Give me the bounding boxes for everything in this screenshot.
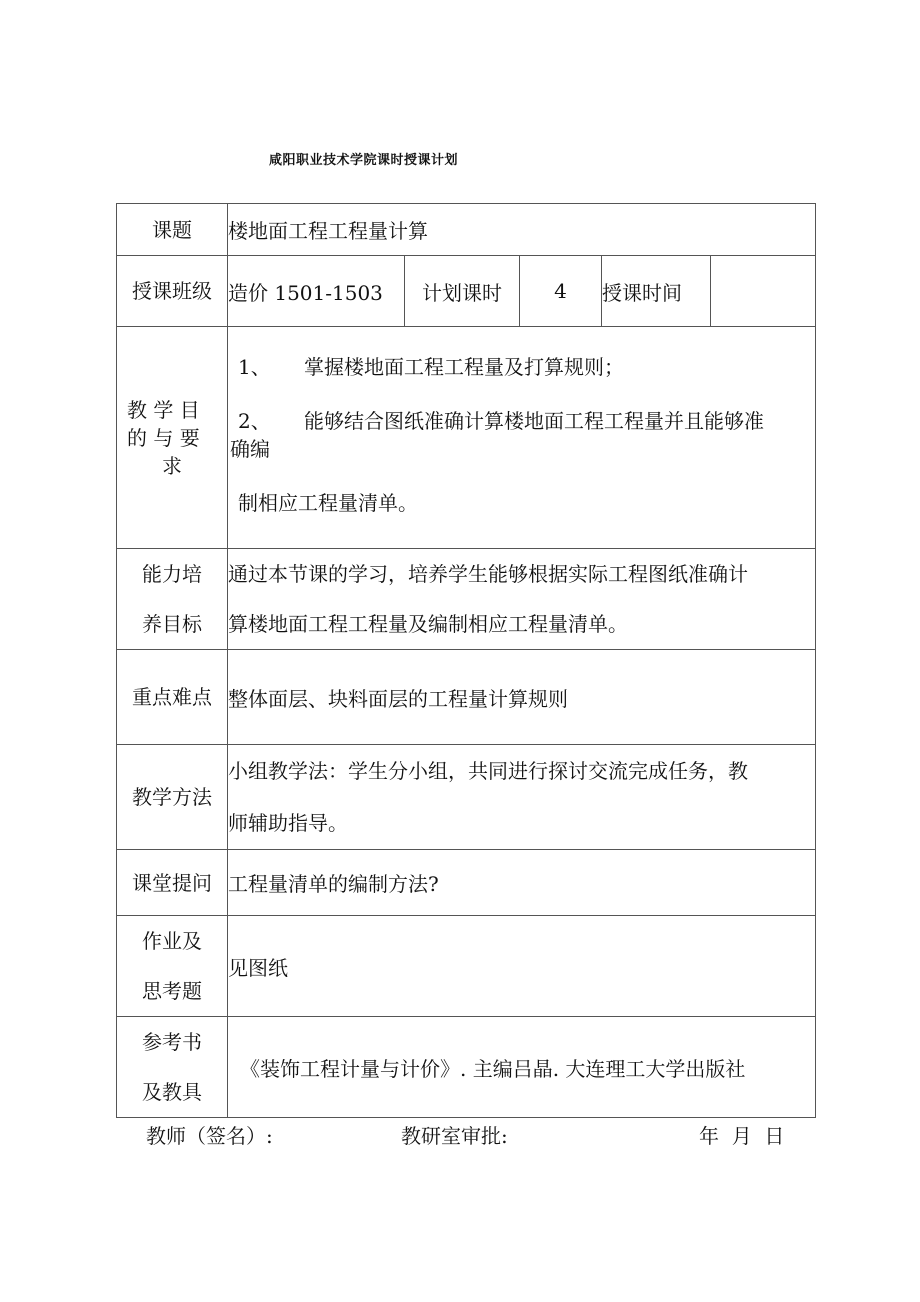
method-label: 教学方法 (117, 745, 228, 850)
time-label: 授课时间 (602, 256, 711, 327)
ability-content (228, 549, 816, 650)
class-value: 造价 1501-1503 (228, 256, 405, 327)
method-line2: 师辅助指导。 (228, 811, 348, 835)
goal-item-1-text: 掌握楼地面工程工程量及打算规则； (304, 355, 624, 379)
key-points-value: 整体面层、块料面层的工程量计算规则 (228, 650, 816, 745)
goal-item-1 (228, 353, 807, 381)
references-label-line2: 及教具 (142, 1080, 202, 1104)
goals-label-line2: 的 与 要 (127, 425, 200, 450)
hours-label: 计划课时 (405, 256, 520, 327)
homework-value: 见图纸 (228, 916, 816, 1017)
references-label (117, 1017, 228, 1118)
document-title: 咸阳职业技术学院课时授课计划 (269, 153, 459, 168)
goal-item-2-text: 能够结合图纸准确计算楼地面工程工程量并且能够准 (304, 409, 764, 433)
goals-label-line3: 求 (162, 453, 182, 478)
ability-line2: 算楼地面工程工程量及编制相应工程量清单。 (228, 612, 628, 636)
row-method (117, 745, 816, 850)
office-approval: 教研室审批: (401, 1124, 508, 1148)
method-content (228, 745, 816, 850)
goal-item-2-wrap: 确编 (230, 437, 270, 461)
row-class (117, 256, 816, 327)
topic-label: 课题 (117, 204, 228, 256)
references-value: 《装饰工程计量与计价》. 主编吕晶. 大连理工大学出版社 (228, 1017, 816, 1118)
homework-label-line2: 思考题 (142, 979, 202, 1003)
ability-label-line2: 养目标 (142, 612, 202, 636)
goals-content (228, 327, 816, 549)
homework-label (117, 916, 228, 1017)
time-value (711, 256, 816, 327)
question-value: 工程量清单的编制方法? (228, 850, 816, 916)
row-references (117, 1017, 816, 1118)
row-goals (117, 327, 816, 549)
goal-item-2-num: 2、 (238, 409, 271, 433)
ability-label (117, 549, 228, 650)
row-ability (117, 549, 816, 650)
row-topic (117, 204, 816, 256)
homework-label-line1: 作业及 (142, 929, 202, 953)
question-label: 课堂提问 (117, 850, 228, 916)
goals-label-line1: 教 学 目 (127, 397, 200, 422)
goal-item-2 (228, 407, 807, 435)
lesson-plan-table (116, 203, 816, 1118)
ability-label-line1: 能力培 (142, 562, 202, 586)
class-label: 授课班级 (117, 256, 228, 327)
references-label-line1: 参考书 (142, 1030, 202, 1054)
key-points-label: 重点难点 (117, 650, 228, 745)
goal-item-2-cont: 制相应工程量清单。 (238, 491, 418, 515)
date-field: 年 月 日 (699, 1124, 785, 1148)
goals-label (117, 327, 228, 549)
hours-value: 4 (520, 256, 602, 327)
method-line1: 小组教学法：学生分小组，共同进行探讨交流完成任务，教 (228, 759, 748, 783)
row-question (117, 850, 816, 916)
row-homework (117, 916, 816, 1017)
ability-line1: 通过本节课的学习，培养学生能够根据实际工程图纸准确计 (228, 562, 748, 586)
goal-item-1-num: 1、 (238, 355, 271, 379)
topic-value: 楼地面工程工程量计算 (228, 204, 816, 256)
teacher-signature: 教师（签名）: (146, 1124, 273, 1148)
row-key-points (117, 650, 816, 745)
